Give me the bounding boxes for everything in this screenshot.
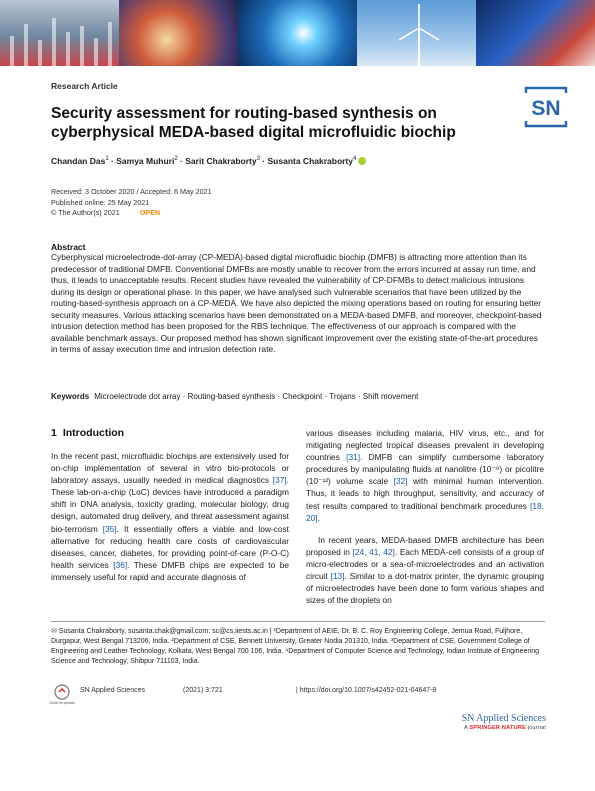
footnote-text: Susanta Chakraborty, susanta.chak@gmail.com; sc@cs.iiests.ac.in | ¹Department of AEIE, Dr. B. C. Roy Engineering College, Jemua Road, Fuljhore, Durgapur, West Bengal 713206, India. ²Department of CSE, Bennett University, Greater Nodia 201310, India. ³Department of CSE, Government College of Engineering and Leather Technology, Kolkata, West Bengal 700 106, India. ⁴Department of Computer Science and Technology, Indian Institute of Engineering Science and Technology, Shibpur 711103, India. [51,628,540,665]
article-title: Security assessment for routing-based synthesis on cyberphysical MEDA-based digital microfluidic biochip [51,105,456,141]
keywords [51,392,545,401]
abstract-heading: Abstract [51,242,86,252]
citation-link[interactable]: [13] [330,571,345,582]
article-dates [51,187,212,219]
keywords-label: Keywords [51,392,90,401]
molecular-photo [476,0,595,66]
citation-link[interactable]: [32] [393,476,408,487]
article-type: Research Article [51,81,118,91]
citation-link[interactable]: [35] [102,523,117,534]
check-for-updates-label: Check for updates [49,701,75,705]
envelope-icon: ✉ [51,628,57,635]
brand-subline: A SPRINGER NATURE journal [463,725,546,731]
check-for-updates-icon[interactable] [51,683,73,705]
technology-photo [238,0,357,66]
author-list: Chandan Das$^1$ · Samya Muhuri$^2$ · Sarit Chakraborty$^3$ · Susanta Chakraborty$^4$ [51,156,366,166]
section-heading [51,427,130,439]
sn-logo-text: SN [531,97,561,120]
open-access-badge: OPEN [139,208,161,217]
citation-link[interactable]: [24, 41, 42] [352,546,395,557]
orcid-icon[interactable] [358,157,366,165]
section-number: 1 [51,427,57,439]
page-footer [51,683,545,707]
body-column-left [51,450,289,583]
paragraph: In the recent past, microfluidic biochips are extensively used for on-chip implementation of several in vitro bio-protocols or laboratory assays, usually needed in medical diagnostics [37]. These lab-on-a-chip (LoC) devices have introduced a paradigm shift in DNA analysis, toxicity grading, molecular biology, drug design, automated drug delivery, and threat assessment against bio-terrorism [35]. It essentially offers a viable and low-cost alternative for reducing health care costs of cardiovascular diseases, cancer, diabetes, for providing point-of-care (P-O-C) health services [36]. These DMFB chips are expected to be immensely useful for rapid and accurate diagnosis of [51,451,289,582]
nebula-photo [119,0,238,66]
citation-link[interactable]: [37] [272,475,287,486]
abstract-text: Cyberphysical microelectrode-dot-array (CP-MEDA)-based digital microfluidic biochip (DMFB) is attracting more attention than its predecessor of traditional DMFB. Conventional DMFBs are mostly unable to recover from the errors incurred at assay run time, and thus, it leads to unacceptable results. Recent studies have revealed the vulnerability of CP-DFMBs to detect malicious intrusions during its design or operational phase. In this paper, we have analysed such vulnerable scenarios that have been utilized by the routing-based-synthesis approach on a CP-MEDA. We have also depicted the mixing operations based on routing for ensuring better security measures. Various attacking scenarios have been demonstrated on a MEDA-based DMFB, and moreover, checkpoint-based intrusion detection method has been proposed for the RBS technique. The effectiveness of our approach is compared with the available benchmark assays. Our proposed method has shown significant improvement over the existing state-of-the-art procedures in terms of assay execution time and intrusion detection rate. [51,252,542,354]
author-name[interactable]: Chandan Das [51,156,106,166]
paragraph: various diseases including malaria, HIV virus, etc., and for mitigating neglected tropical diseases prevalent in developing countries [31]. DMFB can simplify cumbersome laboratory procedures by manipulating fluids at nanolitre (10⁻⁹) or picolitre (10⁻¹²) volume scale [32] with minimal human intervention. Thus, it leads to high throughput, sensitivity, and accuracy of test results compared to traditional benchmark procedures [18, 20]. [306,428,544,523]
wind-turbine-photo [357,0,476,66]
brand-name: SN Applied Sciences [461,713,546,724]
section-title: Introduction [62,427,125,439]
citation-link[interactable]: [31] [346,452,361,463]
footnote-divider [51,621,545,622]
doi-link[interactable]: | https://doi.org/10.1007/s42452-021-04647-9 [296,687,437,694]
received-accepted: Received: 3 October 2020 / Accepted: 6 May 2021 [51,187,212,196]
author-name[interactable]: Susanta Chakraborty [267,156,353,166]
citation-link[interactable]: [36] [113,559,128,570]
footer-journal: SN Applied Sciences [80,687,145,694]
affiliations-footnote [51,627,545,667]
citation-link[interactable]: [18, 20] [306,500,544,523]
footer-citation: (2021) 3:721 [183,687,223,694]
paragraph: In recent years, MEDA-based DMFB architecture has been proposed in [24, 41, 42]. Each MEDA-cell consists of a group of micro-electrodes or a sea-of-microelectrodes and an activation circuit [13]. Similar to a dot-matrix printer, the dynamic grouping of microelectrodes have been done to form various shapes and sizes of the droplets on [306,534,545,606]
wind-turbine-icon [357,0,476,66]
keywords-list: Microelectrode dot array · Routing-based synthesis · Checkpoint · Trojans · Shift movement [94,392,419,401]
copyright: © The Author(s) 2021 [51,208,120,217]
journal-brand [404,713,546,731]
published-date: Published online: 25 May 2021 [51,197,150,207]
sn-logo [523,85,569,129]
springer-nature-logo: SPRINGER NATURE [469,725,527,731]
lab-photo [0,0,119,66]
body-column-right [306,427,544,606]
author-name[interactable]: Sarit Chakraborty [185,156,257,166]
author-name[interactable]: Samya Muhuri [116,156,175,166]
header-banner [0,0,595,66]
